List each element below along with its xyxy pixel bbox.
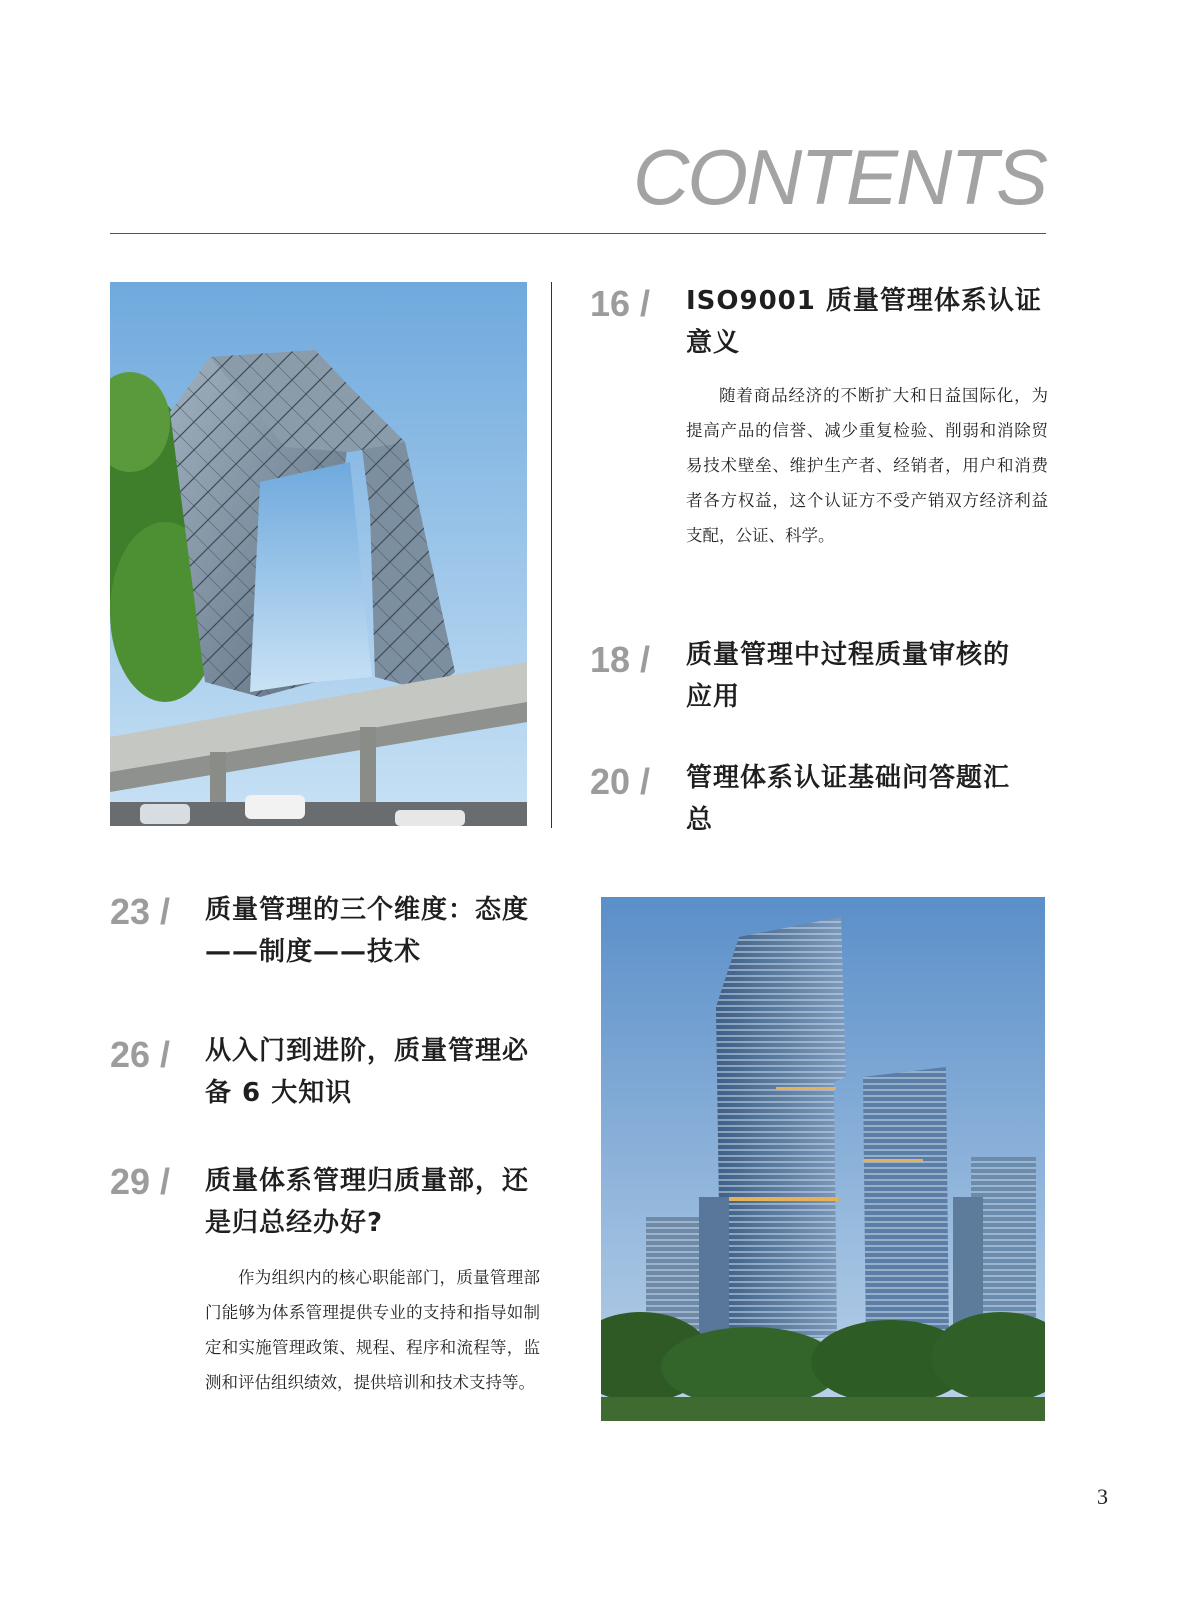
- contents-title: CONTENTS: [633, 133, 1046, 221]
- title-divider: [110, 233, 1046, 234]
- cctv-building-photo: [110, 282, 527, 826]
- entry-23-number: 23 /: [110, 891, 171, 932]
- column-divider: [551, 282, 552, 828]
- skyscraper-towers-photo: [601, 897, 1045, 1421]
- entry-29-number: 29 /: [110, 1161, 171, 1202]
- page-number: 3: [1097, 1484, 1108, 1509]
- entry-29-summary: 作为组织内的核心职能部门，质量管理部门能够为体系管理提供专业的支持和指导如制定和实施管理政策、规程、程序和流程等，监测和评估组织绩效，提供培训和技术支持等。: [205, 1268, 540, 1392]
- entry-18-number: 18 /: [590, 639, 651, 680]
- entry-16-number: 16 /: [590, 283, 651, 324]
- entry-29-title[interactable]: 质量体系管理归质量部，还是归总经办好?: [205, 1166, 530, 1238]
- entry-23-title[interactable]: 质量管理的三个维度：态度——制度——技术: [205, 895, 530, 967]
- entry-16-summary: 随着商品经济的不断扩大和日益国际化，为提高产品的信誉、减少重复检验、削弱和消除贸易技术壁垒、维护生产者、经销者，用户和消费者各方权益，这个认证方不受产销双方经济利益支配，公证、科学。: [686, 386, 1048, 545]
- entry-18-title[interactable]: 质量管理中过程质量审核的应用: [686, 640, 1011, 712]
- entry-16-title[interactable]: ISO9001 质量管理体系认证意义: [686, 286, 1042, 358]
- entry-20-title[interactable]: 管理体系认证基础问答题汇总: [686, 763, 1011, 835]
- entry-26-number: 26 /: [110, 1034, 171, 1075]
- entry-26-title[interactable]: 从入门到进阶，质量管理必备 6 大知识: [205, 1036, 530, 1108]
- entry-20-number: 20 /: [590, 761, 651, 802]
